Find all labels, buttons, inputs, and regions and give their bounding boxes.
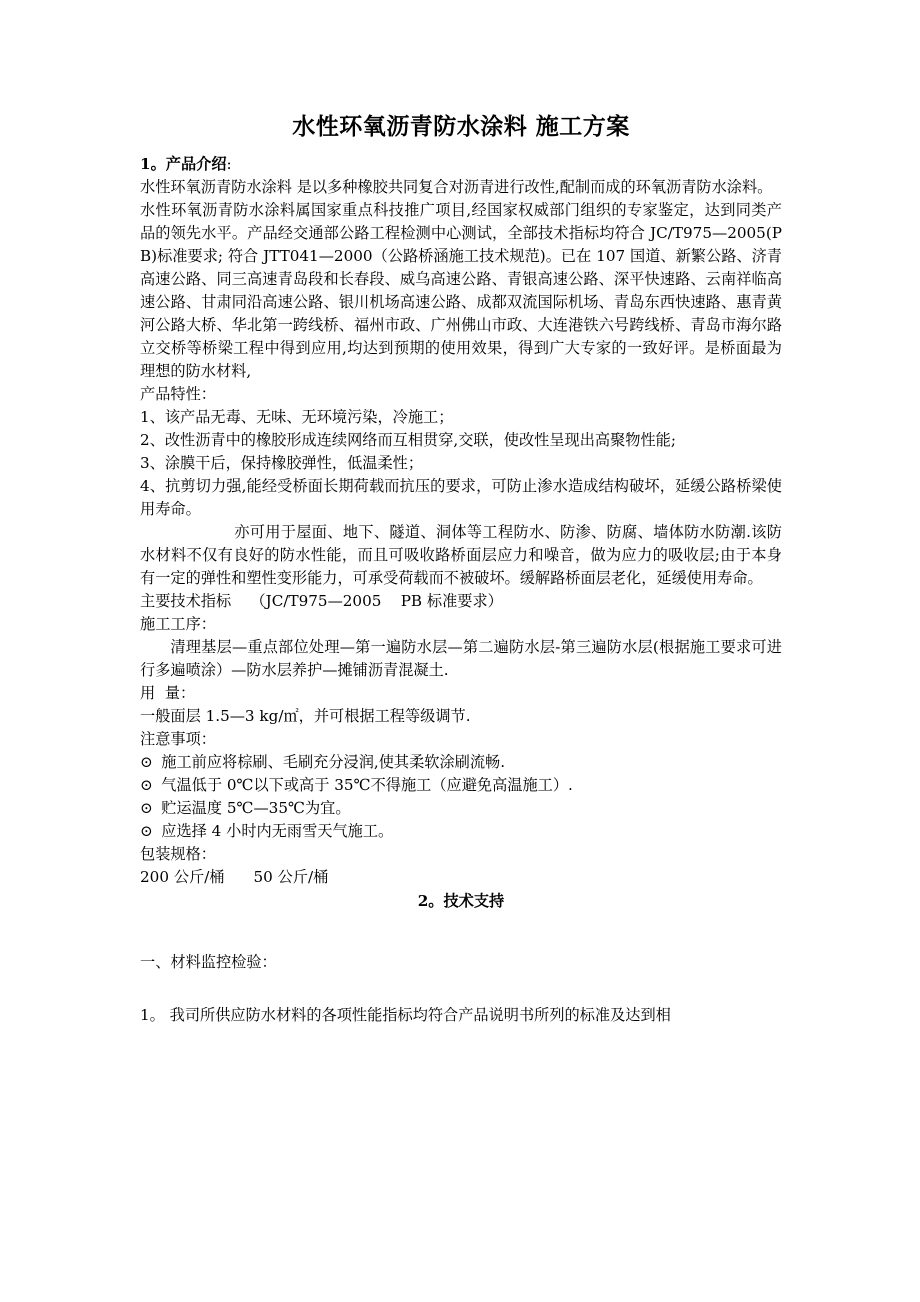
spacer (140, 913, 782, 951)
section1-heading-colon: : (226, 155, 232, 173)
section1-heading-text: 1。产品介绍 (140, 155, 227, 173)
notes-label: 注意事项： (140, 730, 216, 748)
intro-paragraph-1: 水性环氧沥青防水涂料 是以多种橡胶共同复合对沥青进行改性,配制而成的环氧沥青防水涂料。 (140, 178, 773, 196)
note-item (140, 797, 782, 820)
section2-heading: 2。技术支持 (417, 892, 505, 910)
spacer (140, 974, 782, 1004)
feature-item-4: 4、抗剪切力强,能经受桥面长期荷载而抗压的要求，可防止渗水造成结构破坏，延缓公路桥梁使用寿命。 (140, 477, 782, 518)
note-text: 气温低于 0℃以下或高于 35℃不得施工（应避免高温施工）. (161, 776, 573, 794)
dosage-label: 用 量： (140, 684, 196, 702)
circle-dot-icon: ⊙ (140, 799, 153, 817)
tech-index-line: 主要技术指标 （JC/T975—2005 PB 标准要求） (140, 592, 503, 610)
process-paragraph: 清理基层—重点部位处理—第一遍防水层—第二遍防水层-第三遍防水层(根据施工要求可进行多遍喷涂）—防水层养护—摊铺沥青混凝土. (140, 638, 782, 679)
feature-item-1: 1、该产品无毒、无味、无环境污染，冷施工； (140, 408, 454, 426)
note-text: 应选择 4 小时内无雨雪天气施工。 (161, 822, 394, 840)
note-item (140, 820, 782, 843)
note-item (140, 774, 782, 797)
packaging-label: 包装规格： (140, 845, 216, 863)
document-page (140, 112, 782, 1027)
features-label: 产品特性： (140, 385, 216, 403)
section2-subheading: 一、材料监控检验： (140, 953, 277, 971)
note-text: 贮运温度 5℃—35℃为宜。 (161, 799, 351, 817)
also-used-paragraph: 亦可用于屋面、地下、隧道、洞体等工程防水、防渗、防腐、墙体防水防潮.该防水材料不仅有良好的防水性能，而且可吸收路桥面层应力和噪音，做为应力的吸收层;由于本身有一定的弹性和塑性变形能力，可承受荷载而不被破坏。缓解路桥面层老化，延缓使用寿命。 (140, 523, 782, 587)
section1-heading (140, 153, 782, 176)
circle-dot-icon: ⊙ (140, 776, 153, 794)
dosage-value: 一般面层 1.5—3 kg/㎡，并可根据工程等级调节. (140, 707, 471, 725)
circle-dot-icon: ⊙ (140, 753, 153, 771)
note-item (140, 751, 782, 774)
intro-paragraph-2: 水性环氧沥青防水涂料属国家重点科技推广项目,经国家权威部门组织的专家鉴定，达到同类产品的领先水平。产品经交通部公路工程检测中心测试，全部技术指标均符合 JC/T975—2005(PB)标准要求; 符合 JTT041—2000（公路桥涵施工技术规范)。已在 107 国道、新繁公路、济青高速公路、同三高速青岛段和长春段、威乌高速公路、青银高速公路、深平快速路、云南祥临高速公路、甘肃同沿高速公路、银川机场高速公路、成都双流国际机场、青岛东西快速路、惠青黄河公路大桥、华北第一跨线桥、福州市政、广州佛山市政、大连港铁六号跨线桥、青岛市海尔路立交桥等桥梁工程中得到应用,均达到预期的使用效果，得到广大专家的一致好评。是桥面最为理想的防水材料, (140, 201, 782, 380)
section2-item-1: 1。 我司所供应防水材料的各项性能指标均符合产品说明书所列的标准及达到相 (140, 1006, 671, 1024)
feature-item-3: 3、涂膜干后，保持橡胶弹性，低温柔性； (140, 454, 424, 472)
packaging-value: 200 公斤/桶 50 公斤/桶 (140, 868, 329, 886)
document-title: 水性环氧沥青防水涂料 施工方案 (292, 114, 630, 140)
note-text: 施工前应将棕刷、毛刷充分浸润,使其柔软涂刷流畅. (161, 753, 506, 771)
circle-dot-icon: ⊙ (140, 822, 153, 840)
process-label: 施工工序： (140, 615, 216, 633)
feature-item-2: 2、改性沥青中的橡胶形成连续网络而互相贯穿,交联，使改性呈现出高聚物性能; (140, 431, 676, 449)
